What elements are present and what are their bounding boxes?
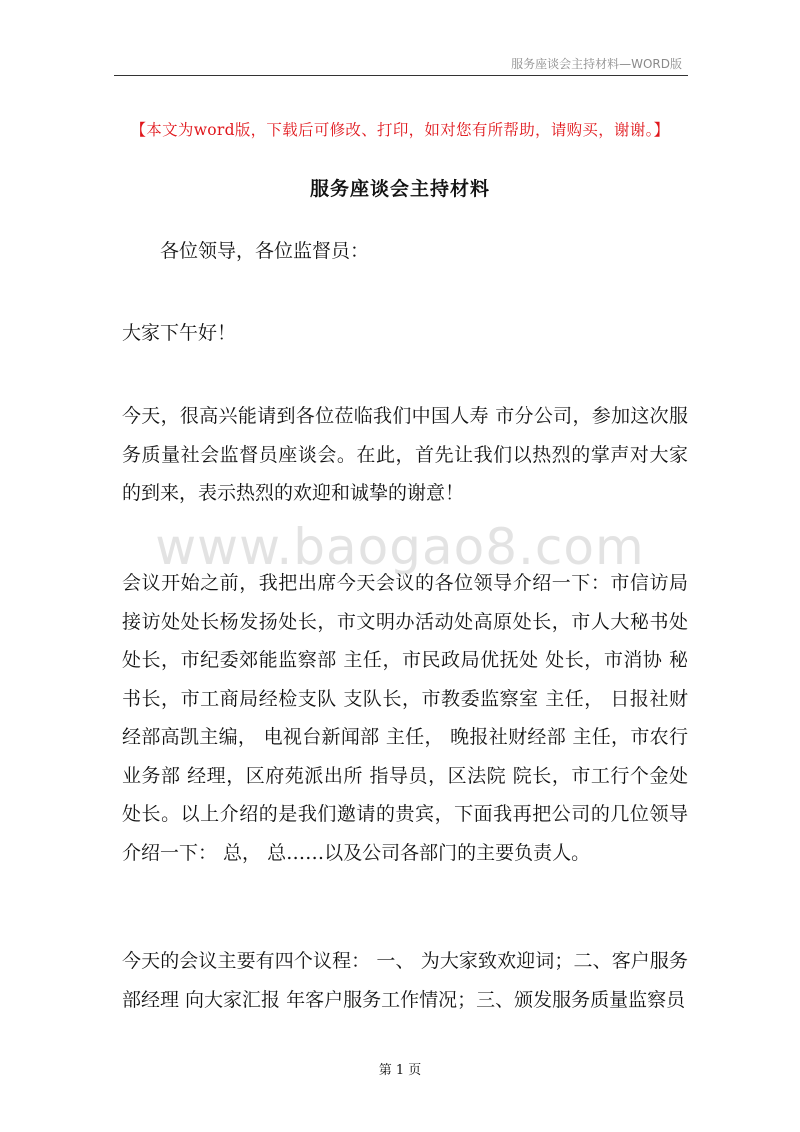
watermark: www.baogao8.com — [155, 518, 645, 576]
purchase-notice: 【本文为word版，下载后可修改、打印，如对您有所帮助，请购买，谢谢。】 — [130, 121, 670, 139]
paragraph-agenda: 今天的会议主要有四个议程： 一、 为大家致欢迎词；二、客户服务部经理 向大家汇报 年客户服务工作情况；三、颁发服务质量监察员 — [122, 950, 688, 1011]
running-header-title: 服务座谈会主持材料—WORD版 — [511, 57, 682, 71]
salutation: 各位领导，各位监督员： — [160, 240, 370, 262]
page-number: 第 1 页 — [378, 1063, 422, 1078]
header-divider — [114, 75, 688, 76]
paragraph-welcome: 今天，很高兴能请到各位莅临我们中国人寿 市分公司，参加这次服务质量社会监督员座谈会。在此，首先让我们以热烈的掌声对大家的到来，表示热烈的欢迎和诚挚的谢意！ — [122, 405, 688, 504]
document-title: 服务座谈会主持材料 — [309, 178, 490, 200]
paragraph-introductions: 会议开始之前，我把出席今天会议的各位领导介绍一下：市信访局接访处处长杨发扬处长，市文明办活动处高原处长，市人大秘书处 处长，市纪委郊能监察部 主任，市民政局优抚处 处长，市消协 秘书长，市工商局经检支队 支队长，市教委监察室 主任， 日报社财经部高凯主编， 电视台新闻部 主任， 晚报社财经部 主任，市农行业务部 经理，区府苑派出所 指导员，区法院 院长，市工行个金处 处长。以上介绍的是我们邀请的贵宾，下面我再把公司的几位领导介绍一下： 总， 总……以及公司各部门的主要负责人。 — [122, 572, 688, 864]
paragraph-greeting: 大家下午好！ — [122, 322, 237, 344]
